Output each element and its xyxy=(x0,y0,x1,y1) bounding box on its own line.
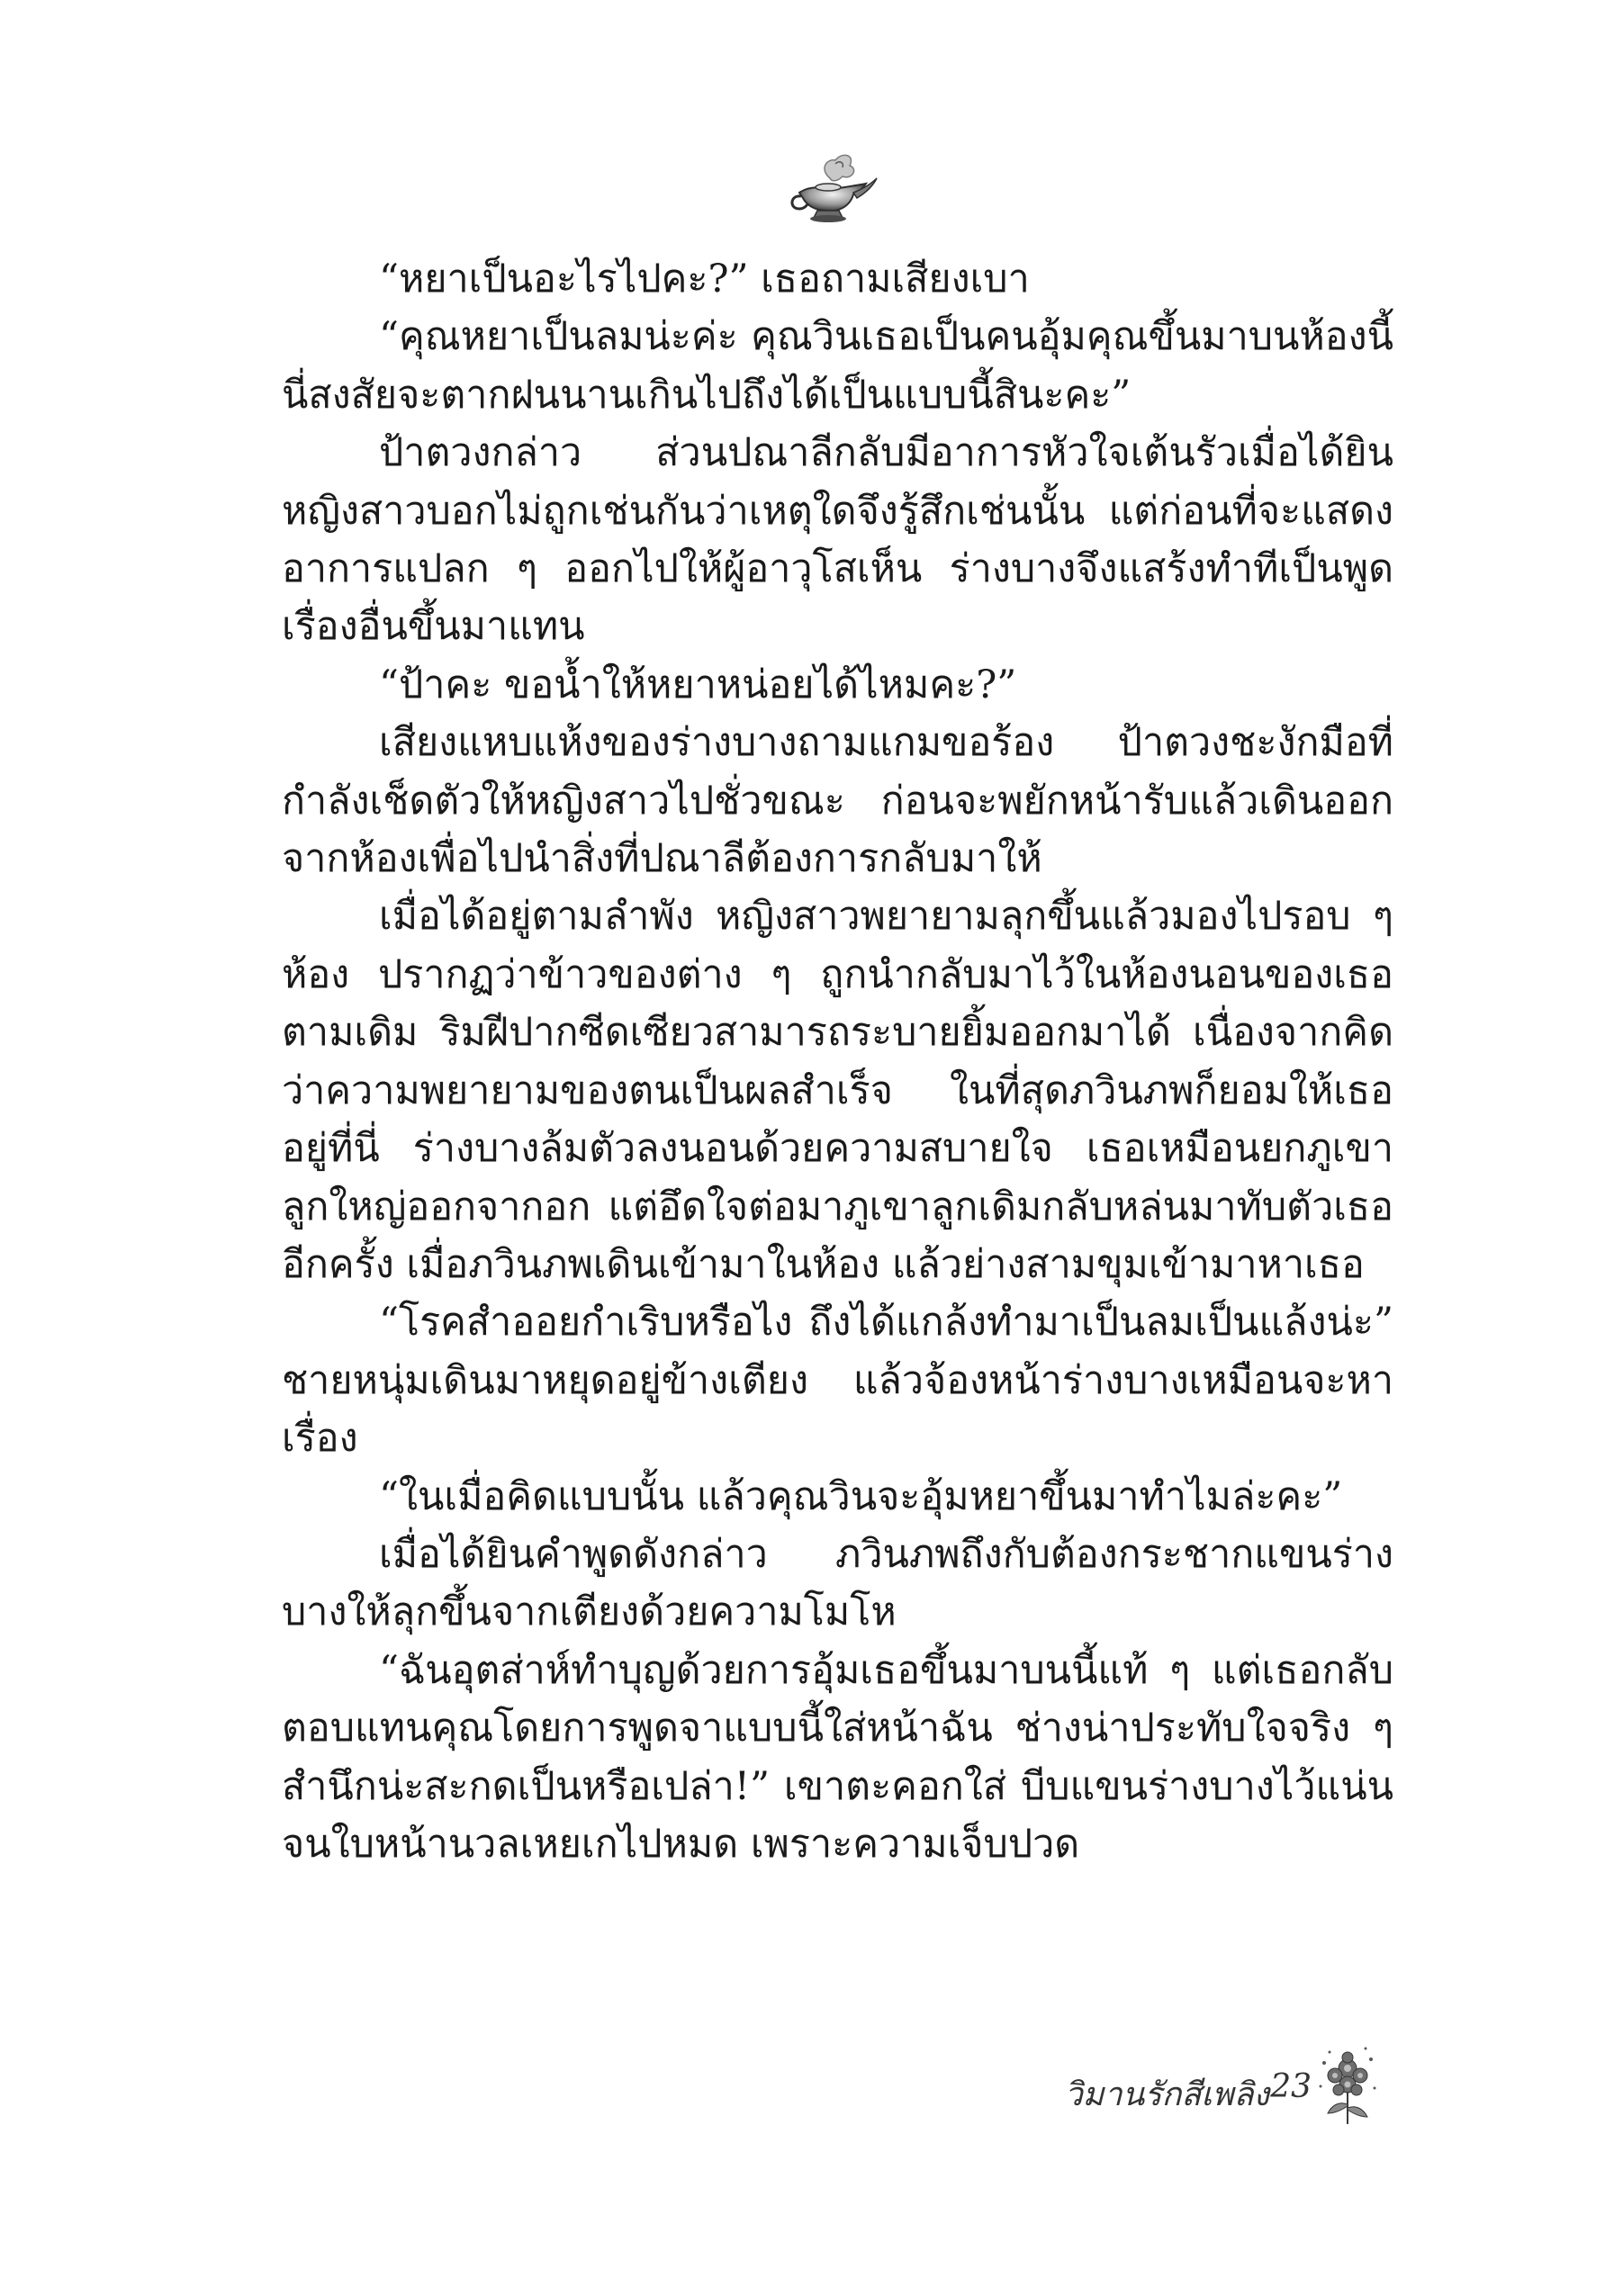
paragraph: “หยาเป็นอะไรไปคะ?” เธอถามเสียงเบา xyxy=(379,257,1030,302)
body-text xyxy=(282,250,1393,1873)
paragraph: เมื่อได้อยู่ตามลำพัง หญิงสาวพยายามลุกขึ้นแล้วมองไปรอบ ๆ ห้อง ปรากฏว่าข้าวของต่าง ๆ ถูกนำกลับมาไว้ในห้องนอนของเธอตามเดิม ริมฝีปากซีดเซียวสามารถระบายยิ้มออกมาได้ เนื่องจากคิดว่าความพยายามของตนเป็นผลสำเร็จ ในที่สุดภวินภพก็ยอมให้เธออยู่ที่นี่ ร่างบางล้มตัวลงนอนด้วยความสบายใจ เธอเหมือนยกภูเขาลูกใหญ่ออกจากอก แต่อึดใจต่อมาภูเขาลูกเดิมกลับหล่นมาทับตัวเธออีกครั้ง เมื่อภวินภพเดินเข้ามาในห้อง แล้วย่างสามขุมเข้ามาหาเธอ xyxy=(282,894,1393,1287)
paragraph: “คุณหยาเป็นลมน่ะค่ะ คุณวินเธอเป็นคนอุ้มคุณขึ้นมาบนห้องนี้ นี่สงสัยจะตากฝนนานเกินไปถึงได้เป็นแบบนี้สินะคะ” xyxy=(282,314,1393,418)
paragraph: “โรคสำออยกำเริบหรือไง ถึงได้แกล้งทำมาเป็นลมเป็นแล้งน่ะ” ชายหนุ่มเดินมาหยุดอยู่ข้างเตียง แล้วจ้องหน้าร่างบางเหมือนจะหาเรื่อง xyxy=(282,1300,1393,1462)
paragraph: “ในเมื่อคิดแบบนั้น แล้วคุณวินจะอุ้มหยาขึ้นมาทำไมล่ะคะ” xyxy=(379,1473,1343,1519)
paragraph: “ป้าคะ ขอน้ำให้หยาหน่อยได้ไหมคะ?” xyxy=(379,662,1017,707)
paragraph: เมื่อได้ยินคำพูดดังกล่าว ภวินภพถึงกับต้องกระชากแขนร่างบางให้ลุกขึ้นจากเตียงด้วยความโมโห xyxy=(282,1531,1393,1635)
page-number: 23 xyxy=(1270,2068,1312,2105)
book-title: วิมานรักสีเพลิง xyxy=(1064,2076,1269,2113)
magic-lamp-icon xyxy=(783,133,882,232)
floral-ornament-icon xyxy=(1313,2041,1382,2131)
paragraph: ป้าตวงกล่าว ส่วนปณาลีกลับมีอาการหัวใจเต้นรัวเมื่อได้ยิน หญิงสาวบอกไม่ถูกเช่นกันว่าเหตุใดจึงรู้สึกเช่นนั้น แต่ก่อนที่จะแสดงอาการแปลก ๆ ออกไปให้ผู้อาวุโสเห็น ร่างบางจึงแสร้งทำทีเป็นพูดเรื่องอื่นขึ้นมาแทน xyxy=(282,430,1393,650)
page-footer xyxy=(986,2041,1382,2140)
paragraph: “ฉันอุตส่าห์ทำบุญด้วยการอุ้มเธอขึ้นมาบนนี้แท้ ๆ แต่เธอกลับตอบแทนคุณโดยการพูดจาแบบนี้ใส่หน้าฉัน ช่างน่าประทับใจจริง ๆ สำนึกน่ะสะกดเป็นหรือเปล่า!” เขาตะคอกใส่ บีบแขนร่างบางไว้แน่นจนใบหน้านวลเหยเกไปหมด เพราะความเจ็บปวด xyxy=(282,1647,1393,1867)
paragraph: เสียงแหบแห้งของร่างบางถามแกมขอร้อง ป้าตวงชะงักมือที่กำลังเช็ดตัวให้หญิงสาวไปชั่วขณะ ก่อนจะพยักหน้ารับแล้วเดินออกจากห้องเพื่อไปนำสิ่งที่ปณาลีต้องการกลับมาให้ xyxy=(282,720,1393,882)
